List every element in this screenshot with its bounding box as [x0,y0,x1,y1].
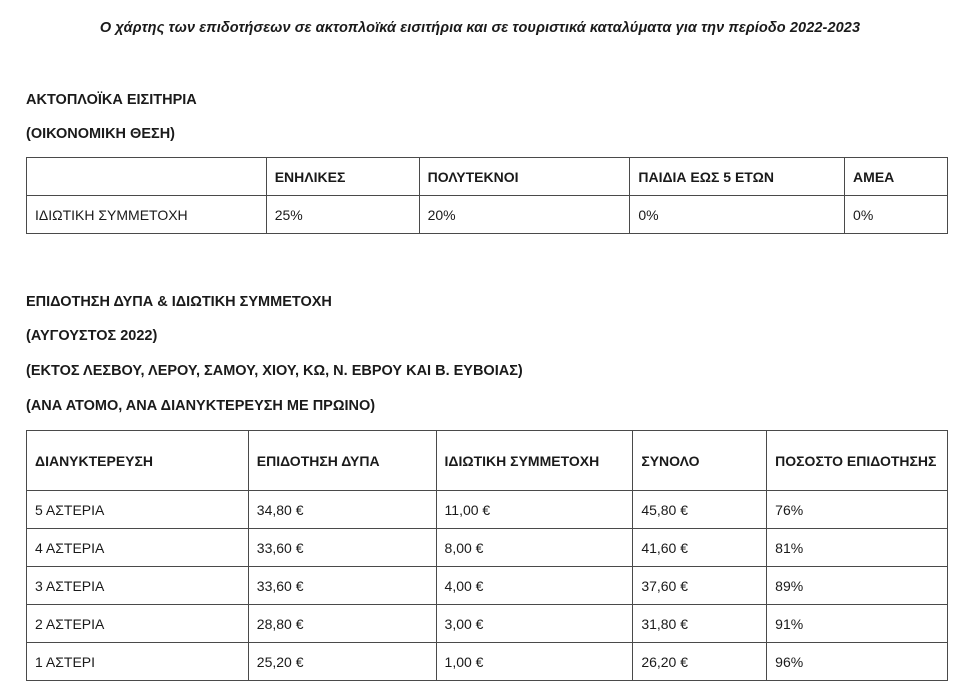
table-cell: 3,00 € [436,605,633,643]
table-cell: 1 ΑΣΤΕΡΙ [27,643,249,681]
table-cell: 28,80 € [248,605,436,643]
table-cell: 0% [845,196,948,234]
hotel-subheading-period: (ΑΥΓΟΥΣΤΟΣ 2022) [26,328,158,344]
hotel-table [26,430,948,681]
table-cell: 37,60 € [633,567,767,605]
table-row [27,491,948,529]
table-cell: 0% [630,196,845,234]
column-header-stay: ΔΙΑΝΥΚΤΕΡΕΥΣΗ [27,431,249,491]
table-cell: 25% [266,196,419,234]
column-header-private-share: ΙΔΙΩΤΙΚΗ ΣΥΜΜΕΤΟΧΗ [436,431,633,491]
ferry-heading: ΑΚΤΟΠΛΟΪΚΑ ΕΙΣΙΤΗΡΙΑ [26,92,197,108]
table-cell: 26,20 € [633,643,767,681]
page-title: Ο χάρτης των επιδοτήσεων σε ακτοπλοϊκά εισιτήρια και σε τουριστικά καταλύματα για την περίοδο 2022-2023 [99,20,861,36]
hotel-heading: ΕΠΙΔΟΤΗΣΗ ΔΥΠΑ & ΙΔΙΩΤΙΚΗ ΣΥΜΜΕΤΟΧΗ [26,294,332,310]
table-cell: 91% [767,605,948,643]
table-cell: 11,00 € [436,491,633,529]
table-cell: 4 ΑΣΤΕΡΙΑ [27,529,249,567]
table-cell: 96% [767,643,948,681]
table-cell: 4,00 € [436,567,633,605]
ferry-subheading: (ΟΙΚΟΝΟΜΙΚΗ ΘΕΣΗ) [26,126,176,142]
table-cell: 20% [419,196,630,234]
column-header-children: ΠΑΙΔΙΑ ΕΩΣ 5 ΕΤΩΝ [630,158,845,196]
table-cell: 5 ΑΣΤΕΡΙΑ [27,491,249,529]
column-header-dypa-subsidy: ΕΠΙΔΟΤΗΣΗ ΔΥΠΑ [248,431,436,491]
table-row [27,605,948,643]
table-header-row [27,158,948,196]
table-cell: 34,80 € [248,491,436,529]
table-cell: 25,20 € [248,643,436,681]
column-header [27,158,267,196]
table-cell: 81% [767,529,948,567]
column-header-large-families: ΠΟΛΥΤΕΚΝΟΙ [419,158,630,196]
column-header-total: ΣΥΝΟΛΟ [633,431,767,491]
table-cell: 31,80 € [633,605,767,643]
column-header-disabled: ΑΜΕΑ [845,158,948,196]
table-cell: 41,60 € [633,529,767,567]
table-cell: 33,60 € [248,567,436,605]
table-cell: 3 ΑΣΤΕΡΙΑ [27,567,249,605]
table-cell: ΙΔΙΩΤΙΚΗ ΣΥΜΜΕΤΟΧΗ [27,196,267,234]
table-cell: 45,80 € [633,491,767,529]
column-header-subsidy-percent: ΠΟΣΟΣΤΟ ΕΠΙΔΟΤΗΣΗΣ [767,431,948,491]
table-header-row [27,431,948,491]
table-row [27,196,948,234]
table-row [27,643,948,681]
table-cell: 2 ΑΣΤΕΡΙΑ [27,605,249,643]
table-row [27,529,948,567]
table-cell: 76% [767,491,948,529]
table-cell: 1,00 € [436,643,633,681]
ferry-table [26,157,948,234]
hotel-subheading-exceptions: (ΕΚΤΟΣ ΛΕΣΒΟΥ, ΛΕΡΟΥ, ΣΑΜΟΥ, ΧΙΟΥ, ΚΩ, Ν. ΕΒΡΟΥ ΚΑΙ Β. ΕΥΒΟΙΑΣ) [26,363,523,379]
hotel-subheading-basis: (ΑΝΑ ΑΤΟΜΟ, ΑΝΑ ΔΙΑΝΥΚΤΕΡΕΥΣΗ ΜΕ ΠΡΩΙΝΟ) [26,398,376,414]
table-cell: 8,00 € [436,529,633,567]
table-row [27,567,948,605]
table-cell: 33,60 € [248,529,436,567]
table-cell: 89% [767,567,948,605]
column-header-adults: ΕΝΗΛΙΚΕΣ [266,158,419,196]
